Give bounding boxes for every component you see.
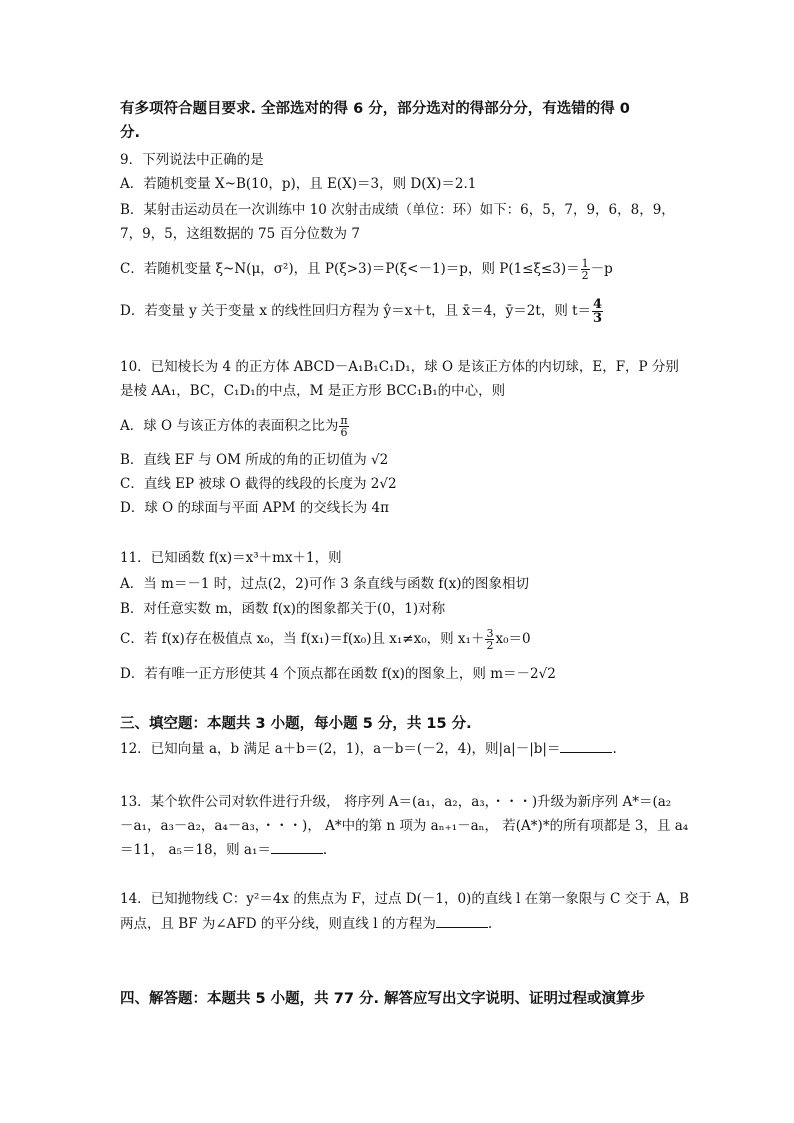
fraction-four-thirds	[592, 298, 603, 325]
fraction-denominator: 2	[486, 639, 494, 652]
question-11-option-b: B．对任意实数 m，函数 f(x)的图象都关于(0，1)对称	[120, 601, 446, 617]
question-14-end: .	[487, 916, 493, 932]
question-11-option-c-tail: x₀＝0	[495, 631, 531, 647]
question-9-option-c-tail: －p	[590, 261, 613, 277]
question-10-option-c: C．直线 EP 被球 O 截得的线段的长度为 2√2	[120, 476, 397, 492]
question-9-option-d	[120, 298, 604, 325]
fraction-numerator: 3	[486, 627, 494, 640]
question-11-option-c	[120, 628, 531, 651]
question-12-text: 12．已知向量 a，b 满足 a＋b＝(2，1)，a－b＝(－2，4)，则|a|－|b|＝	[120, 741, 561, 757]
question-11-option-d: D．若有唯一正方形使其 4 个顶点都在函数 f(x)的图象上，则 m＝－2√2	[120, 666, 556, 682]
instructions-line-2: 分.	[120, 125, 141, 141]
section-3-heading: 三、填空题：本题共 3 小题，每小题 5 分，共 15 分.	[120, 716, 472, 732]
question-9-option-c	[120, 258, 613, 281]
question-13-line-3	[120, 841, 327, 859]
question-9-option-b-line-1: B．某射击运动员在一次训练中 10 次射击成绩（单位：环）如下：6，5，7，9，6，8，9，	[120, 202, 675, 218]
question-14-text: 两点，且 BF 为∠AFD 的平分线，则直线 l 的方程为	[120, 916, 436, 932]
question-13-end: .	[322, 842, 328, 858]
instructions-line-1: 有多项符合题目要求. 全部选对的得 6 分，部分选对的得部分分，有选错的得 0	[120, 101, 630, 117]
question-10-option-d: D．球 O 的球面与平面 APM 的交线长为 4π	[120, 500, 389, 516]
fraction-denominator: 6	[340, 426, 348, 439]
fraction-pi-sixth	[339, 415, 348, 438]
answer-blank	[560, 740, 612, 753]
question-11-option-c-text: C．若 f(x)存在极值点 x₀，当 f(x₁)＝f(x₀)且 x₁≠x₀，则 x₁＋	[120, 631, 485, 647]
question-11-option-a: A．当 m＝－1 时，过点(2，2)可作 3 条直线与函数 f(x)的图象相切	[120, 576, 530, 592]
answer-blank	[271, 841, 323, 854]
question-12	[120, 740, 617, 758]
question-11-stem: 11．已知函数 f(x)＝x³＋mx＋1，则	[120, 550, 342, 566]
question-13-line-1: 13．某个软件公司对软件进行升级， 将序列 A＝(a₁，a₂，a₃，・・・)升级为新序列 A*＝(a₂	[120, 794, 672, 810]
question-10-option-a-text: A．球 O 与该正方体的表面积之比为	[120, 418, 339, 434]
fraction-numerator: 1	[581, 257, 589, 270]
question-9-stem: 9．下列说法中正确的是	[120, 152, 264, 168]
section-4-heading: 四、解答题：本题共 5 小题，共 77 分. 解答应写出文字说明、证明过程或演算步	[120, 991, 646, 1007]
question-10-option-b: B．直线 EF 与 OM 所成的角的正切值为 √2	[120, 452, 389, 468]
question-12-end: .	[612, 741, 617, 757]
question-10-stem-line-1: 10．已知棱长为 4 的正方体 ABCD－A₁B₁C₁D₁，球 O 是该正方体的内切球，E，F，P 分别	[120, 359, 679, 375]
question-10-stem-line-2: 是棱 AA₁，BC，C₁D₁的中点，M 是正方形 BCC₁B₁的中心，则	[120, 383, 506, 399]
fraction-three-halves	[485, 628, 494, 651]
fraction-denominator: 3	[593, 311, 603, 326]
fraction-one-half	[581, 258, 590, 281]
fraction-denominator: 2	[581, 269, 589, 282]
question-14-line-1: 14．已知抛物线 C：y²＝4x 的焦点为 F，过点 D(－1，0)的直线 l 在第一象限与 C 交于 A，B	[120, 891, 690, 907]
fraction-numerator: π	[340, 414, 348, 427]
question-13-text: ＝11， a₅＝18，则 a₁＝	[120, 842, 271, 858]
fraction-numerator: 4	[593, 297, 603, 312]
question-9-option-d-text: D．若变量 y 关于变量 x 的线性回归方程为 ŷ＝x＋t，且 x̄＝4，ȳ＝2t，则 t＝	[120, 303, 592, 319]
question-9-option-a: A．若随机变量 X~B(10，p)，且 E(X)＝3，则 D(X)＝2.1	[120, 176, 477, 192]
question-9-option-b-line-2: 7，9，5，这组数据的 75 百分位数为 7	[120, 226, 360, 242]
question-10-option-a	[120, 415, 350, 438]
question-14-line-2	[120, 915, 492, 933]
question-13-line-2: －a₁，a₃－a₂，a₄－a₃，・・・)， A*中的第 n 项为 aₙ₊₁－aₙ， 若(A*)*的所有项都是 3，且 a₄	[120, 818, 689, 834]
answer-blank	[436, 915, 488, 928]
question-9-option-c-text: C．若随机变量 ξ~N(μ，σ²)，且 P(ξ>3)＝P(ξ<－1)＝p，则 P(1≤ξ≤3)＝	[120, 261, 580, 277]
